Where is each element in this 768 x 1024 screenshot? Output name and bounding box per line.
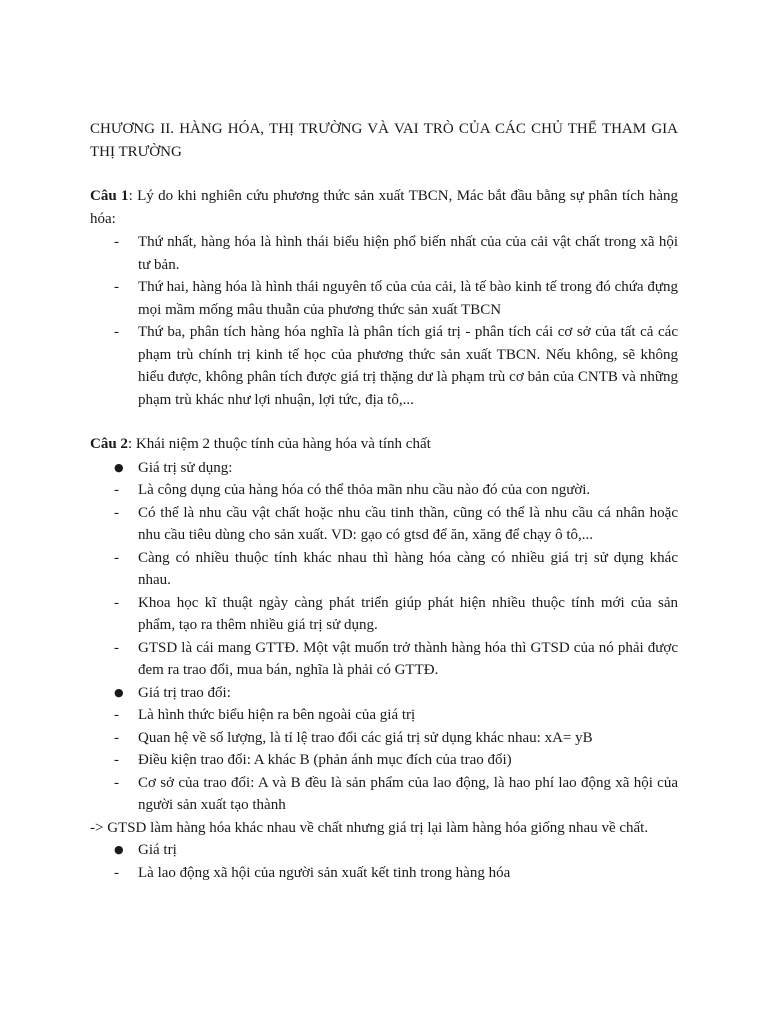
dash-marker: - (114, 279, 119, 295)
list-item: - Là lao động xã hội của người sản xuất kết tinh trong hàng hóa (90, 862, 678, 885)
bullet-item-exchange-value: ● Giá trị trao đổi: (90, 682, 678, 705)
question-1-label: Câu 1 (90, 188, 129, 204)
list-item: - Càng có nhiều thuộc tính khác nhau thì hàng hóa càng có nhiều giá trị sử dụng khác nhau. (90, 547, 678, 592)
list-item: - Thứ nhất, hàng hóa là hình thái biểu hiện phổ biến nhất của của cải vật chất trong xã hội tư bản. (90, 231, 678, 276)
list-item: - Thứ hai, hàng hóa là hình thái nguyên tố của của cải, là tế bào kinh tế trong đó chứa đựng mọi mầm mống mâu thuẫn của phương thức sản xuất TBCN (90, 276, 678, 321)
question-2-list (90, 457, 678, 817)
list-item: - Cơ sở của trao đổi: A và B đều là sản phẩm của lao động, là hao phí lao động xã hội của người sản xuất tạo thành (90, 772, 678, 817)
dash-marker: - (114, 594, 119, 611)
chapter-title: CHƯƠNG II. HÀNG HÓA, THỊ TRƯỜNG VÀ VAI TRÒ CỦA CÁC CHỦ THỂ THAM GIA THỊ TRƯỜNG (90, 121, 678, 160)
list-item: - Có thể là nhu cầu vật chất hoặc nhu cầu tinh thần, cũng có thể là nhu cầu cá nhân hoặc nhu cầu tiêu dùng cho sản xuất. VD: gạo có gtsd để ăn, xăng để chạy ô tô,... (90, 502, 678, 547)
question-2 (90, 433, 678, 456)
dash-marker: - (114, 324, 119, 340)
document-page (90, 118, 678, 884)
dash-marker: - (114, 864, 119, 881)
bullet-icon: ● (114, 685, 124, 699)
list-item: - Khoa học kĩ thuật ngày càng phát triển giúp phát hiện nhiều thuộc tính mới của sản phẩm, tạo ra thêm nhiều giá trị sử dụng. (90, 592, 678, 637)
list-item: - Là hình thức biểu hiện ra bên ngoài của giá trị (90, 704, 678, 727)
bullet-item-use-value: ● Giá trị sử dụng: (90, 457, 678, 480)
bullet-icon: ● (114, 460, 124, 474)
list-item: - Là công dụng của hàng hóa có thể thỏa mãn nhu cầu nào đó của con người. (90, 479, 678, 502)
question-2-text: : Khái niệm 2 thuộc tính của hàng hóa và tính chất (127, 436, 431, 452)
list-item: - Thứ ba, phân tích hàng hóa nghĩa là phân tích giá trị - phân tích cái cơ sở của tất cả các phạm trù chính trị kinh tế học của phương thức sản xuất TBCN. Nếu không, sẽ không hiểu được, không phân tích được giá trị thặng dư là phạm trù cơ bản của CNTB và những phạm trù khác như lợi nhuận, lợi tức, địa tô,... (90, 321, 678, 411)
question-1-list (90, 231, 678, 411)
dash-marker: - (114, 729, 119, 746)
question-1-text: : Lý do khi nghiên cứu phương thức sản xuất TBCN, Mác bắt đầu bằng sự phân tích hàng hóa: (90, 188, 678, 227)
list-item: - Điều kiện trao đổi: A khác B (phản ánh mục đích của trao đổi) (90, 749, 678, 772)
bullet-item-value: ● Giá trị (90, 839, 678, 862)
dash-marker: - (114, 504, 119, 521)
dash-marker: - (114, 707, 119, 723)
dash-marker: - (114, 234, 119, 250)
conclusion-line: -> GTSD làm hàng hóa khác nhau về chất nhưng giá trị lại làm hàng hóa giống nhau về chất. (90, 819, 649, 836)
dash-marker: - (114, 752, 119, 768)
dash-marker: - (114, 639, 119, 656)
dash-marker: - (114, 774, 119, 791)
bullet-icon: ● (114, 843, 124, 856)
list-item: - GTSD là cái mang GTTĐ. Một vật muốn trở thành hàng hóa thì GTSD của nó phải được đem ra trao đổi, mua bán, nghĩa là phải có GTTĐ. (90, 637, 678, 682)
dash-marker: - (114, 549, 119, 566)
question-2-list-continued (90, 839, 678, 884)
list-item: - Quan hệ về số lượng, là tỉ lệ trao đổi các giá trị sử dụng khác nhau: xA= yB (90, 727, 678, 750)
question-2-label: Câu 2 (90, 436, 128, 452)
question-1 (90, 185, 678, 230)
dash-marker: - (114, 482, 119, 498)
